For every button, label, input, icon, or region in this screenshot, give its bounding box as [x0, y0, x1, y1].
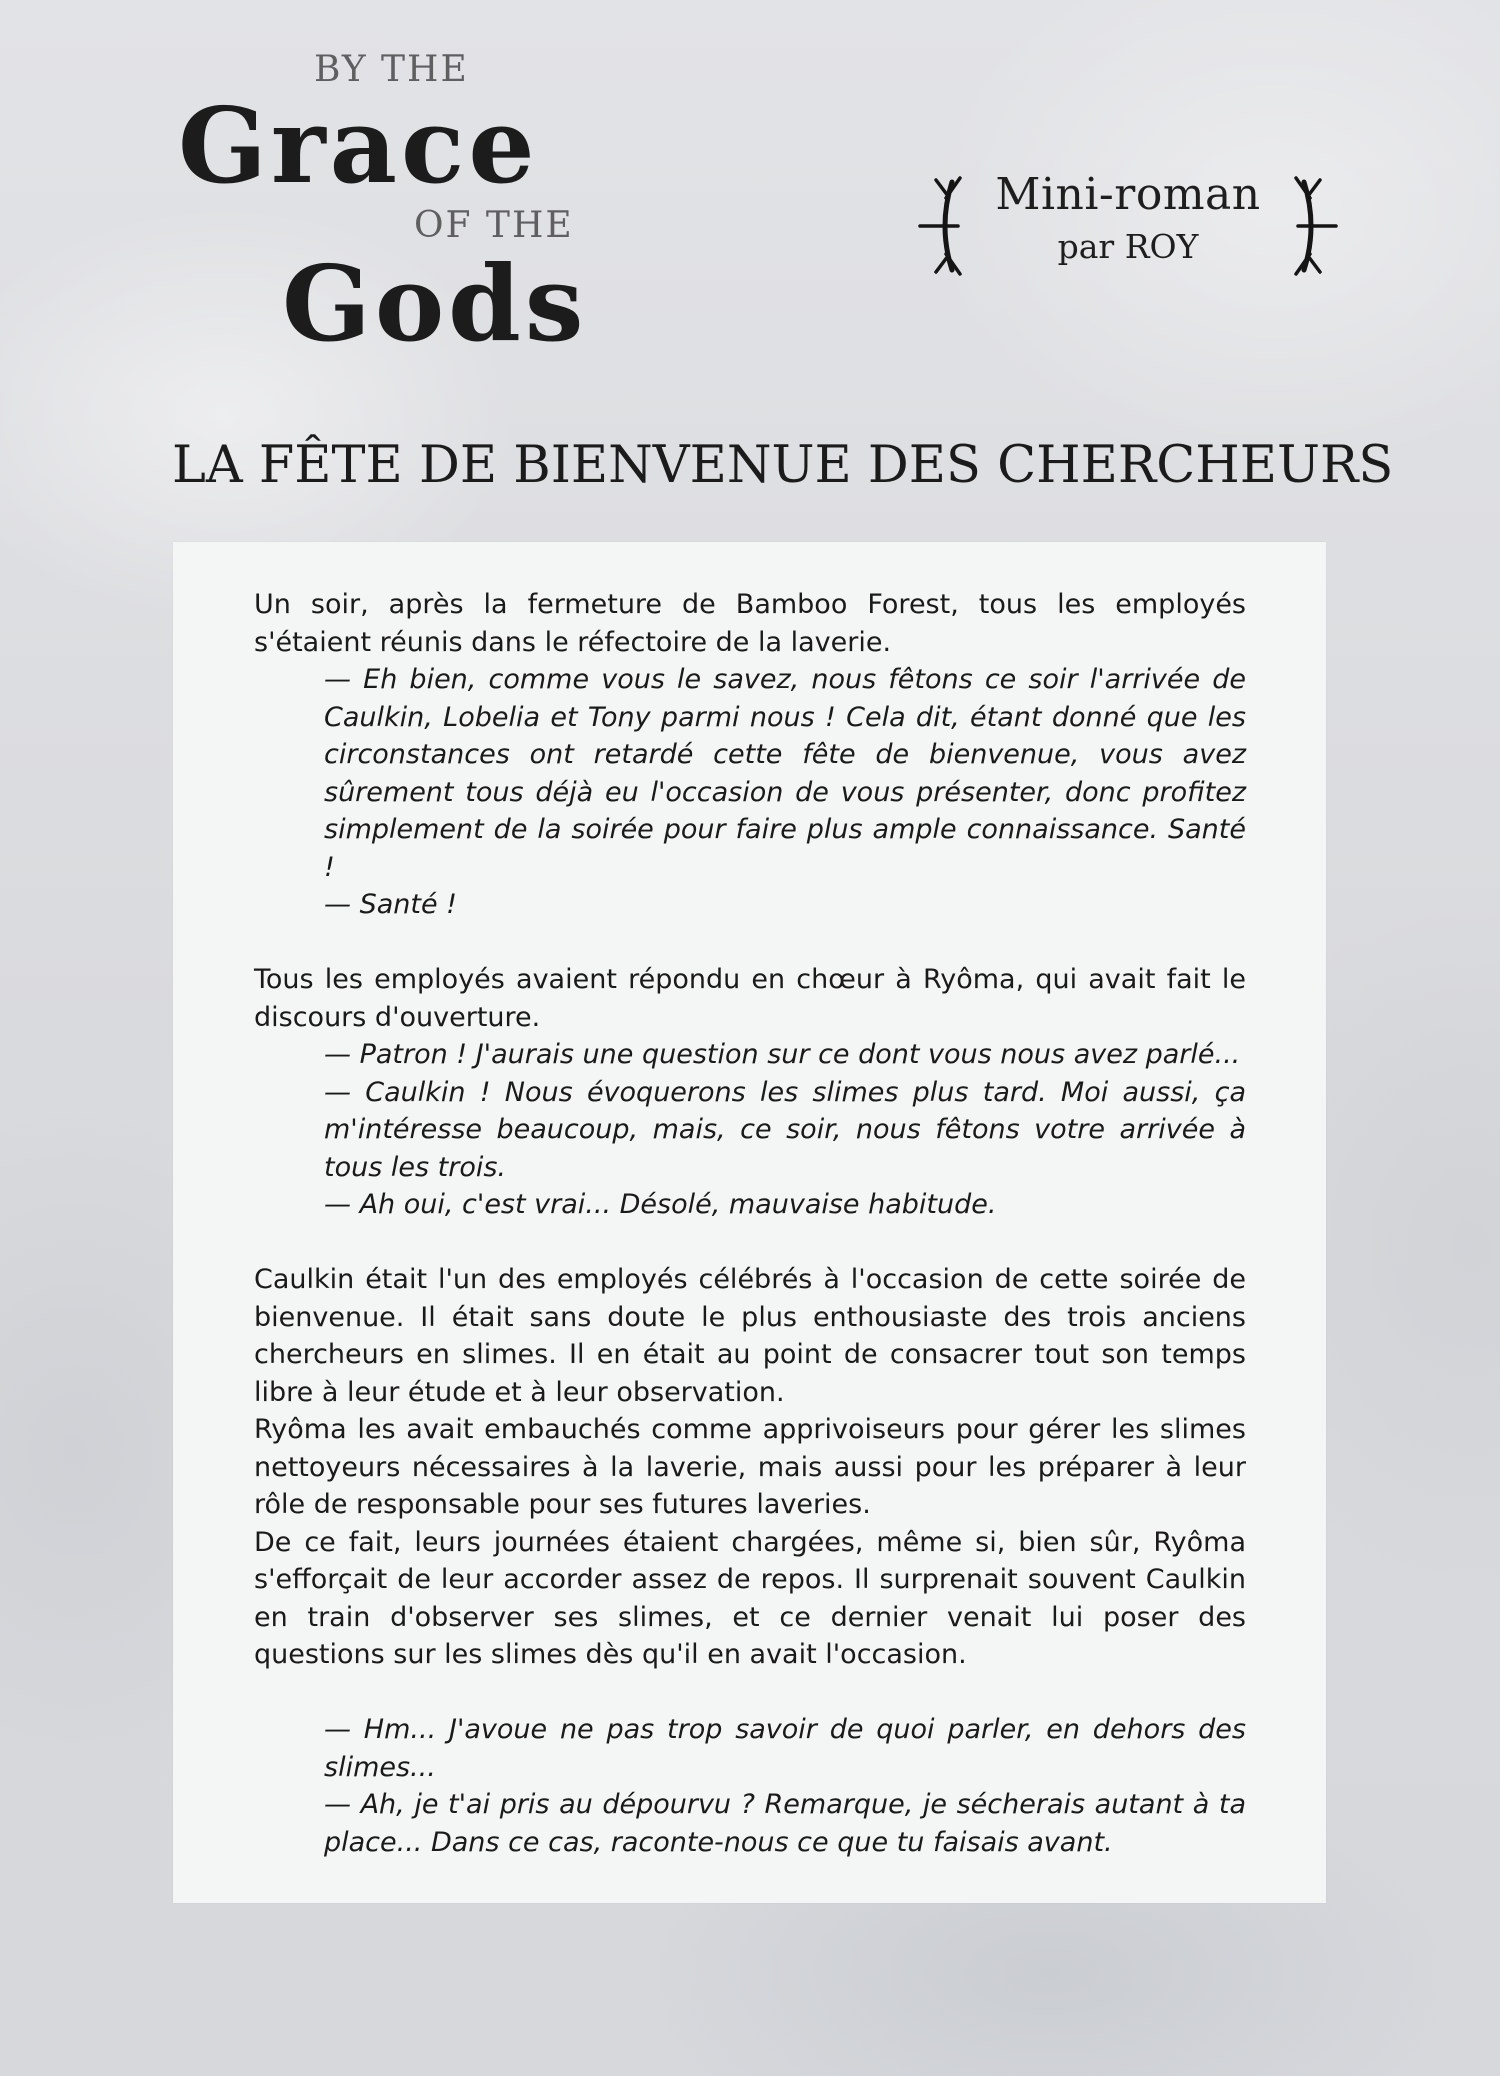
- mini-roman-text: [968, 166, 1288, 270]
- dialogue-line: — Ah, je t'ai pris au dépourvu ? Remarque, je sécherais autant à ta place... Dans ce cas, raconte-nous ce que tu faisais avant.: [324, 1789, 1246, 1858]
- mini-roman-author: par ROY: [1057, 227, 1199, 266]
- dialogue-line: — Caulkin ! Nous évoquerons les slimes plus tard. Moi aussi, ça m'intéresse beaucoup, mais, ce soir, nous fêtons votre arrivée à tous les trois.: [324, 1076, 1246, 1183]
- paragraph-spacer: [254, 1674, 1246, 1712]
- mini-roman-label: [918, 166, 1338, 284]
- narration-paragraph: De ce fait, leurs journées étaient chargées, même si, bien sûr, Ryôma s'efforçait de leur accorder assez de repos. Il surprenait souvent Caulkin en train d'observer ses slimes, et ce dernier venait lui poser des questions sur les slimes dès qu'il en avait l'occasion.: [254, 1526, 1246, 1670]
- story-panel: [173, 542, 1326, 1903]
- paragraph-spacer: [254, 1224, 1246, 1262]
- dialogue-line: — Eh bien, comme vous le savez, nous fêtons ce soir l'arrivée de Caulkin, Lobelia et Tony parmi nous ! Cela dit, étant donné que les circonstances ont retardé cette fête de bienvenue, vous avez sûrement tous déjà eu l'occasion de vous présenter, donc profitez simplement de la soirée pour faire plus ample connaissance. Santé !: [324, 664, 1246, 883]
- logo-of-the: OF THE: [414, 205, 574, 246]
- narration-paragraph: Caulkin était l'un des employés célébrés à l'occasion de cette soirée de bienvenue. Il était sans doute le plus enthousiaste des trois anciens chercheurs en slimes. Il en était au point de consacrer tout son temps libre à leur étude et à leur observation.: [254, 1264, 1246, 1408]
- thorny-bracket-left-icon: [918, 176, 966, 276]
- series-logo: [178, 50, 848, 380]
- logo-by-the: BY THE: [314, 49, 469, 90]
- chapter-title: LA FÊTE DE BIENVENUE DES CHERCHEURS: [172, 436, 1394, 495]
- narration-paragraph: Ryôma les avait embauchés comme apprivoiseurs pour gérer les slimes nettoyeurs nécessaires à la laverie, mais aussi pour les préparer à leur rôle de responsable pour ses futures laveries.: [254, 1414, 1246, 1520]
- paragraph-spacer: [254, 924, 1246, 962]
- narration-paragraph: Un soir, après la fermeture de Bamboo Forest, tous les employés s'étaient réunis dans le réfectoire de la laverie.: [254, 589, 1246, 658]
- dialogue-line: — Hm... J'avoue ne pas trop savoir de quoi parler, en dehors des slimes...: [324, 1714, 1246, 1783]
- logo-gods: Gods: [282, 242, 588, 365]
- logo-grace: Grace: [178, 84, 539, 207]
- thorny-bracket-right-icon: [1290, 176, 1338, 276]
- dialogue-line: — Ah oui, c'est vrai... Désolé, mauvaise habitude.: [324, 1189, 997, 1220]
- mini-roman-title: Mini-roman: [995, 169, 1261, 220]
- story-text: [254, 586, 1246, 1861]
- dialogue-line: — Santé !: [324, 889, 457, 920]
- dialogue-line: — Patron ! J'aurais une question sur ce dont vous nous avez parlé...: [324, 1039, 1241, 1070]
- narration-paragraph: Tous les employés avaient répondu en chœur à Ryôma, qui avait fait le discours d'ouverture.: [254, 964, 1246, 1033]
